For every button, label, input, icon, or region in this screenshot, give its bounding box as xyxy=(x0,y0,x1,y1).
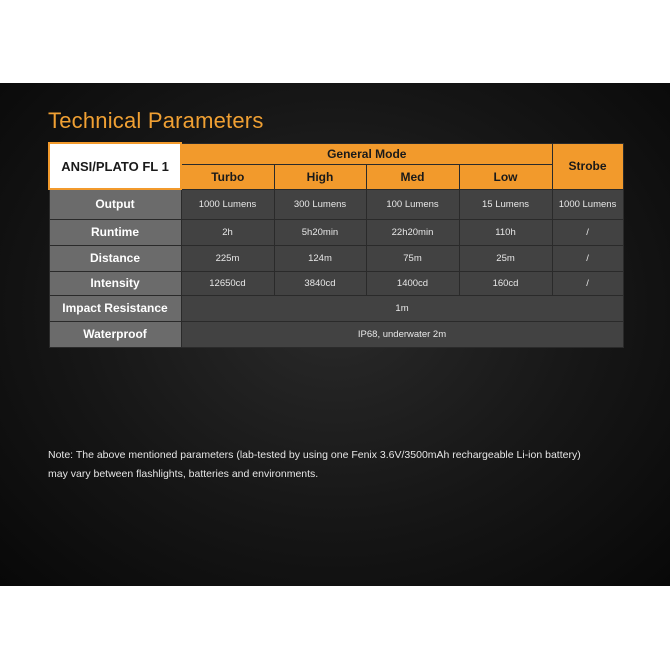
footnote xyxy=(48,446,628,484)
page-title: Technical Parameters xyxy=(48,108,264,133)
cell-runtime-strobe: / xyxy=(552,219,623,245)
cell-intensity-strobe: / xyxy=(552,271,623,295)
cell-output-turbo: 1000 Lumens xyxy=(181,189,274,219)
table-row-waterproof xyxy=(49,321,623,347)
cell-output-strobe: 1000 Lumens xyxy=(552,189,623,219)
cell-distance-turbo: 225m xyxy=(181,245,274,271)
cell-intensity-med: 1400cd xyxy=(366,271,459,295)
cell-intensity-high: 3840cd xyxy=(274,271,366,295)
cell-runtime-turbo: 2h xyxy=(181,219,274,245)
strobe-header: Strobe xyxy=(552,143,623,189)
cell-distance-med: 75m xyxy=(366,245,459,271)
row-label-runtime: Runtime xyxy=(49,219,181,245)
footnote-line-1: Note: The above mentioned parameters (lab-tested by using one Fenix 3.6V/3500mAh rechargeable Li-ion battery) xyxy=(48,449,581,461)
row-label-distance: Distance xyxy=(49,245,181,271)
table-row-intensity xyxy=(49,271,623,295)
row-label-output: Output xyxy=(49,189,181,219)
cell-distance-strobe: / xyxy=(552,245,623,271)
spec-table xyxy=(48,142,624,348)
cell-waterproof-value: IP68, underwater 2m xyxy=(181,321,623,347)
row-label-intensity: Intensity xyxy=(49,271,181,295)
table-corner-header: ANSI/PLATO FL 1 xyxy=(49,143,181,189)
footnote-line-2: may vary between flashlights, batteries and environments. xyxy=(48,468,319,480)
cell-distance-low: 25m xyxy=(459,245,552,271)
general-mode-header: General Mode xyxy=(181,143,552,164)
cell-output-high: 300 Lumens xyxy=(274,189,366,219)
mode-header-med: Med xyxy=(366,164,459,189)
mode-header-low: Low xyxy=(459,164,552,189)
table-row-runtime xyxy=(49,219,623,245)
table-row-distance xyxy=(49,245,623,271)
row-label-waterproof: Waterproof xyxy=(49,321,181,347)
table-row-impact xyxy=(49,295,623,321)
mode-header-high: High xyxy=(274,164,366,189)
cell-output-med: 100 Lumens xyxy=(366,189,459,219)
cell-impact-value: 1m xyxy=(181,295,623,321)
cell-runtime-med: 22h20min xyxy=(366,219,459,245)
cell-output-low: 15 Lumens xyxy=(459,189,552,219)
cell-intensity-low: 160cd xyxy=(459,271,552,295)
mode-header-turbo: Turbo xyxy=(181,164,274,189)
cell-runtime-high: 5h20min xyxy=(274,219,366,245)
row-label-impact: Impact Resistance xyxy=(49,295,181,321)
cell-intensity-turbo: 12650cd xyxy=(181,271,274,295)
cell-distance-high: 124m xyxy=(274,245,366,271)
table-row-output xyxy=(49,189,623,219)
cell-runtime-low: 110h xyxy=(459,219,552,245)
